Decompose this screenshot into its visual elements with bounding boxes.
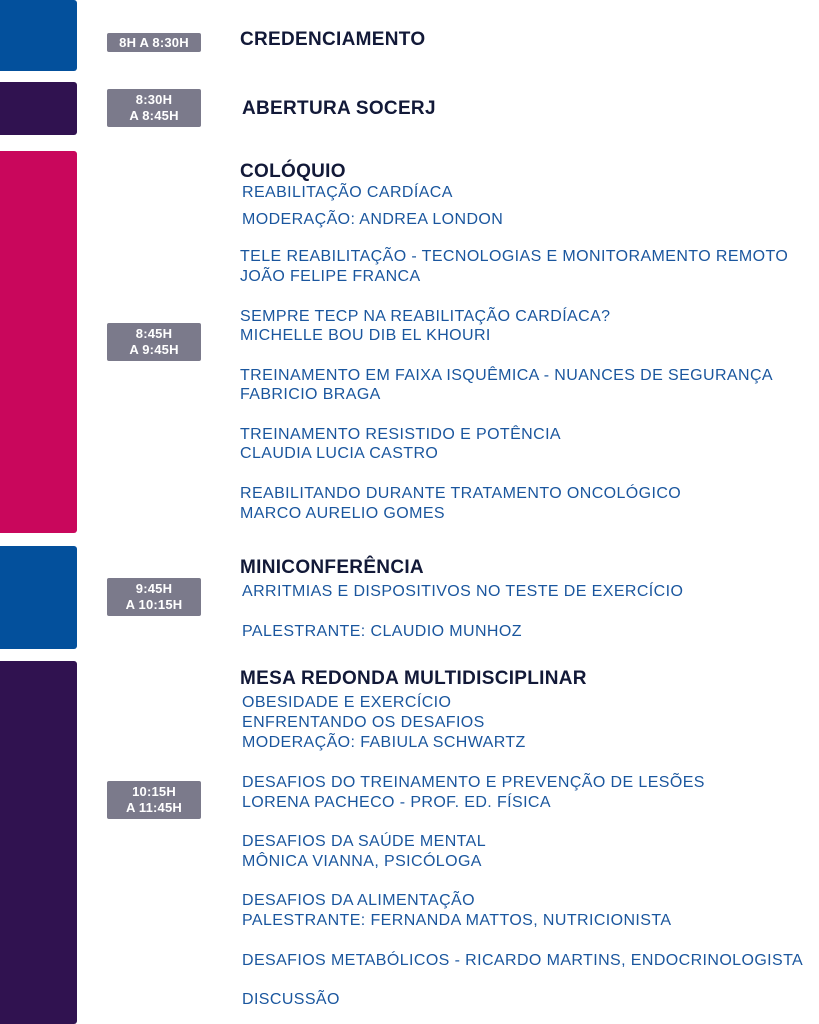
session-bar-mesa-redonda bbox=[0, 661, 77, 1024]
speaker-name: LORENA PACHECO - PROF. ED. FÍSICA bbox=[242, 794, 551, 811]
time-label: 10:15H bbox=[132, 784, 176, 799]
session-bar-coloquio bbox=[0, 151, 77, 533]
speaker-name: MARCO AURELIO GOMES bbox=[240, 505, 445, 522]
time-label: 8H A 8:30H bbox=[119, 34, 189, 50]
speaker-name: PALESTRANTE: FERNANDA MATTOS, NUTRICIONISTA bbox=[242, 912, 672, 929]
session-title: MESA REDONDA MULTIDISCIPLINAR bbox=[240, 668, 587, 689]
speaker-name: MICHELLE BOU DIB EL KHOURI bbox=[240, 327, 491, 344]
speaker-name: JOÃO FELIPE FRANCA bbox=[240, 268, 421, 285]
time-label: A 10:15H bbox=[125, 597, 183, 612]
talk-title: SEMPRE TECP NA REABILITAÇÃO CARDÍACA? bbox=[240, 308, 611, 325]
moderator: MODERAÇÃO: FABIULA SCHWARTZ bbox=[242, 734, 526, 751]
session-title: CREDENCIAMENTO bbox=[240, 29, 426, 50]
talk-title: REABILITANDO DURANTE TRATAMENTO ONCOLÓGICO bbox=[240, 485, 682, 502]
discussion-label: DISCUSSÃO bbox=[242, 991, 340, 1008]
moderator: MODERAÇÃO: ANDREA LONDON bbox=[242, 211, 504, 228]
time-label: A 11:45H bbox=[125, 800, 183, 815]
talk-title: ARRITMIAS E DISPOSITIVOS NO TESTE DE EXERCÍCIO bbox=[242, 583, 684, 600]
talk-title: TREINAMENTO EM FAIXA ISQUÊMICA - NUANCES DE SEGURANÇA bbox=[240, 367, 773, 384]
session-bar-abertura bbox=[0, 82, 77, 135]
time-label: 8:30H bbox=[135, 92, 173, 107]
session-title: COLÓQUIO bbox=[240, 161, 346, 182]
time-label: 9:45H bbox=[135, 581, 173, 596]
session-bar-credenciamento bbox=[0, 0, 77, 71]
speaker-name: CLAUDIA LUCIA CASTRO bbox=[240, 445, 439, 462]
time-badge bbox=[107, 323, 201, 361]
talk-title: DESAFIOS DA ALIMENTAÇÃO bbox=[242, 892, 475, 909]
time-label: A 8:45H bbox=[129, 108, 179, 123]
talk-title: TREINAMENTO RESISTIDO E POTÊNCIA bbox=[240, 426, 561, 443]
time-badge bbox=[107, 33, 201, 52]
time-label: A 9:45H bbox=[129, 342, 179, 357]
session-topic: ENFRENTANDO OS DESAFIOS bbox=[242, 714, 485, 731]
talk-title: TELE REABILITAÇÃO - TECNOLOGIAS E MONITORAMENTO REMOTO bbox=[240, 248, 789, 265]
speaker-name: MÔNICA VIANNA, PSICÓLOGA bbox=[242, 853, 482, 870]
time-label: 8:45H bbox=[135, 326, 173, 341]
session-bar-miniconferencia bbox=[0, 546, 77, 649]
session-topic: REABILITAÇÃO CARDÍACA bbox=[242, 184, 453, 201]
talk-title: DESAFIOS METABÓLICOS - RICARDO MARTINS, ENDOCRINOLOGISTA bbox=[242, 952, 804, 969]
speaker-name: FABRICIO BRAGA bbox=[240, 386, 381, 403]
time-badge bbox=[107, 781, 201, 819]
talk-title: DESAFIOS DO TREINAMENTO E PREVENÇÃO DE LESÕES bbox=[242, 774, 705, 791]
speaker-name: PALESTRANTE: CLAUDIO MUNHOZ bbox=[242, 623, 522, 640]
time-badge bbox=[107, 578, 201, 616]
session-title: MINICONFERÊNCIA bbox=[240, 557, 424, 578]
talk-title: DESAFIOS DA SAÚDE MENTAL bbox=[242, 833, 487, 850]
session-topic: OBESIDADE E EXERCÍCIO bbox=[242, 694, 452, 711]
session-title: ABERTURA SOCERJ bbox=[242, 98, 436, 119]
time-badge bbox=[107, 89, 201, 127]
